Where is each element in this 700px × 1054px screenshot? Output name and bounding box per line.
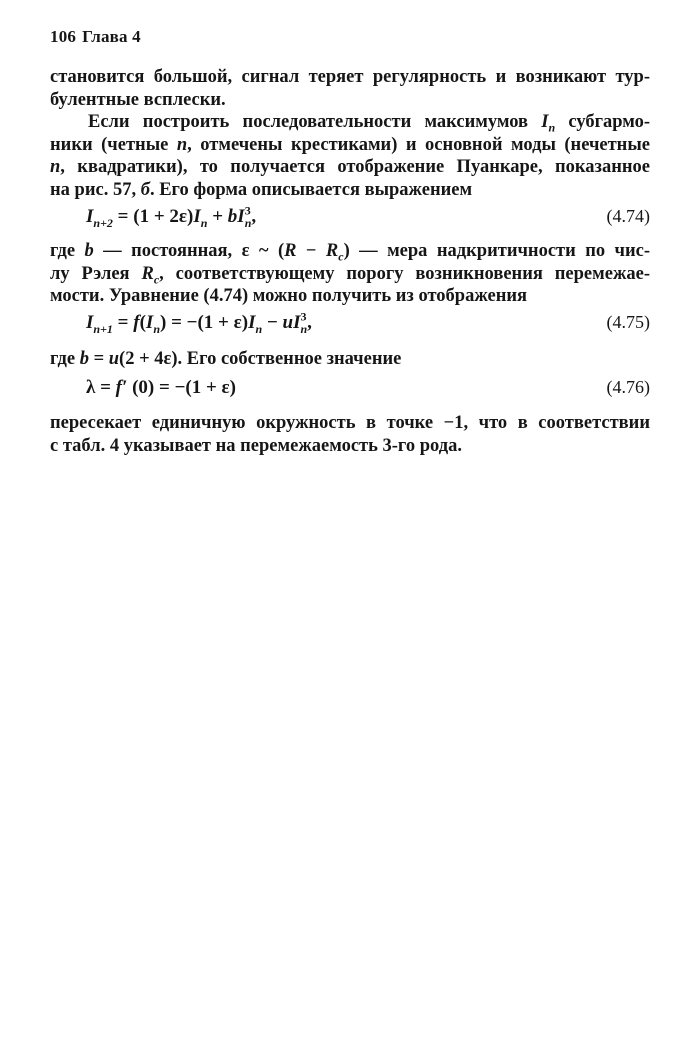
equation-4-75-expression (86, 309, 312, 336)
sub-c: c (338, 249, 344, 264)
text: − (262, 312, 283, 333)
var-n: n (176, 134, 188, 155)
sub: n+1 (93, 321, 113, 336)
var-I: I (541, 112, 549, 132)
var-I: I (193, 206, 201, 227)
text: = (1 + 2ε) (112, 206, 194, 227)
text: на рис. 57, (50, 179, 141, 200)
text: . Его форма описывается выражением (149, 179, 473, 200)
var-R: R (141, 263, 154, 284)
var-lambda: λ (86, 377, 96, 398)
paragraph-2-line-2 (50, 134, 650, 157)
text: где (50, 241, 85, 261)
sup: 3 (244, 203, 251, 218)
paragraph-2-line-1 (50, 111, 650, 134)
equation-number: (4.75) (606, 312, 650, 332)
var-b: b (79, 349, 89, 369)
var-R: R (284, 241, 297, 261)
text: , (307, 312, 312, 333)
var-uI: uI (282, 312, 301, 333)
equation-number: (4.74) (606, 206, 650, 226)
text: , отмечены крестиками) и основной моды (нечетные (187, 134, 651, 155)
var-bI: bI (227, 206, 245, 227)
paragraph-5-line-2: с табл. 4 указывает на перемежаемость 3-го рода. (50, 435, 462, 456)
paragraph-4 (50, 348, 650, 371)
sub: n (255, 321, 263, 336)
text: где (50, 349, 80, 369)
sub-c: c (153, 272, 160, 287)
paragraph-2 (50, 111, 650, 201)
paragraph-1 (50, 66, 650, 111)
text: , соответствующему порогу возникновения перемежае- (159, 263, 650, 284)
var-R: R (325, 241, 339, 261)
text: — постоянная, ε ~ ( (93, 241, 285, 261)
text: ( (139, 312, 146, 333)
text: = (95, 377, 116, 398)
text: + (207, 206, 228, 227)
var-u: u (108, 349, 120, 369)
page-header (50, 27, 141, 47)
paragraph-4-line-1 (50, 348, 650, 371)
var-I: I (86, 206, 94, 227)
var-b: b (84, 241, 94, 261)
var-b: б (140, 179, 150, 200)
paragraph-3 (50, 240, 650, 308)
paragraph-5-line-1: пересекает единичную окружность в точке −1, что в соответствии (50, 413, 650, 433)
sub-n: n (548, 120, 556, 135)
sub: n (300, 321, 308, 336)
equation-4-76 (86, 377, 650, 399)
text: субгармо- (555, 112, 650, 132)
equation-4-76-expression (86, 377, 236, 399)
var-I: I (86, 312, 94, 333)
sub: n+2 (93, 215, 113, 230)
equation-4-74-expression (86, 203, 257, 230)
sub: n (153, 321, 160, 336)
text: Если построить последовательности максимумов (88, 112, 542, 132)
equation-4-74 (86, 203, 650, 230)
text: = −(1 + ε) (166, 312, 249, 333)
sup: 3 (300, 309, 307, 324)
var-I: I (248, 312, 256, 333)
var-n: n (50, 157, 61, 177)
chapter-title: Глава 4 (82, 27, 141, 46)
paragraph-3-line-2 (50, 263, 650, 286)
text: = (112, 312, 134, 333)
text: ) (160, 312, 167, 333)
var-I: I (145, 312, 154, 333)
paragraph-2-line-3 (50, 156, 650, 179)
var-f-prime: f′ (115, 377, 128, 398)
sub: n (200, 215, 208, 230)
var-f: f (133, 312, 140, 333)
page-number: 106 (50, 27, 77, 46)
text: (2 + 4ε). Его собственное значение (119, 349, 402, 369)
text: лу Рэлея (50, 263, 142, 284)
text: − (296, 241, 326, 261)
equation-number: (4.76) (606, 377, 650, 397)
paragraph-3-line-3: мости. Уравнение (4.74) можно получить из отображения (50, 286, 528, 306)
text: ) — мера надкритичности по чис- (343, 241, 651, 261)
paragraph-5 (50, 412, 650, 457)
paragraph-1-line-2: булентные всплески. (50, 89, 226, 110)
equation-4-75 (86, 309, 650, 336)
paragraph-1-line-1: становится большой, сигнал теряет регулярность и возникают тур- (50, 67, 650, 87)
text: ники (четные (50, 134, 177, 155)
text: , квадратики), то получается отображение Пуанкаре, показанное (60, 157, 650, 177)
text: = (88, 349, 109, 369)
text: , (251, 206, 257, 227)
paragraph-3-line-1 (50, 240, 650, 263)
text: (0) = −(1 + ε) (127, 377, 236, 398)
sub: n (244, 215, 252, 230)
paragraph-2-line-4 (50, 179, 650, 202)
